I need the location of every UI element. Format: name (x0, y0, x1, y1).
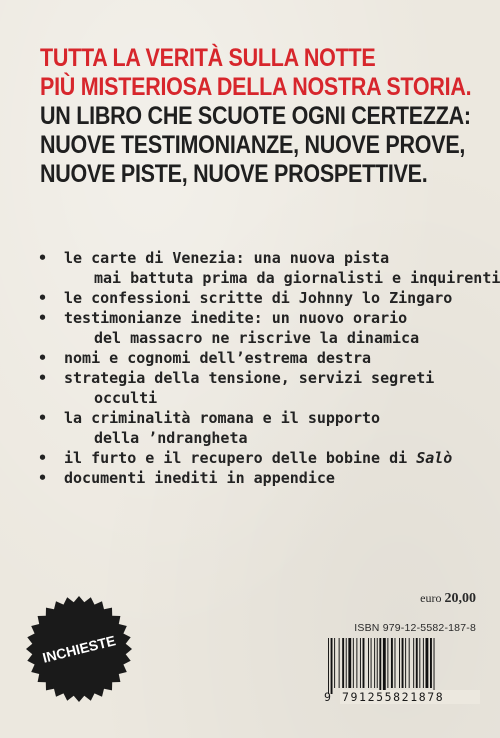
list-item (38, 308, 498, 348)
list-item (38, 408, 498, 448)
bullet-icon: • (38, 309, 48, 327)
bullet-icon: • (38, 249, 48, 267)
list-item-text: la criminalità romana e il supporto (64, 409, 381, 427)
headline-red-line-1: TUTTA LA VERITÀ SULLA NOTTE (40, 44, 376, 72)
barcode-bars-icon (326, 638, 478, 694)
series-badge (24, 594, 134, 704)
headline-dark-line-3: NUOVE PISTE, NUOVE PROSPETTIVE. (40, 160, 428, 188)
barcode-right-group: 821878 (393, 690, 445, 704)
price-value: 20,00 (444, 591, 476, 606)
bullet-icon: • (38, 409, 48, 427)
bullet-icon: • (38, 369, 48, 387)
list-item-text: le carte di Venezia: una nuova pista (64, 249, 390, 267)
price-currency: euro (420, 591, 442, 605)
list-item-text: del massacro ne riscrive la dinamica (94, 329, 420, 347)
list-item (38, 368, 498, 408)
film-title: Salò (416, 449, 453, 467)
bullet-icon: • (38, 349, 48, 367)
badge-seal-icon (24, 594, 134, 704)
headline-dark-line-2: NUOVE TESTIMONIANZE, NUOVE PROVE, (40, 131, 466, 159)
list-item-text: nomi e cognomi dell’estrema destra (64, 349, 372, 367)
barcode-left-group: 791255 (342, 690, 394, 704)
badge-label: INCHIESTE (40, 632, 118, 666)
isbn-label: ISBN 979-12-5582-187-8 (354, 622, 476, 634)
bullet-icon: • (38, 289, 48, 307)
headline-red-line-2: PIÙ MISTERIOSA DELLA NOSTRA STORIA. (40, 73, 472, 101)
bullet-icon: • (38, 449, 48, 467)
highlights-list (38, 248, 498, 488)
list-item-text: della ’ndrangheta (94, 429, 248, 447)
list-item (38, 288, 498, 308)
list-item-text: testimonianze inedite: un nuovo orario (64, 309, 408, 327)
list-item-text (64, 448, 498, 468)
barcode-groups (340, 690, 480, 704)
headline-block (40, 44, 487, 189)
list-item-text-start: il furto e il recupero delle bobine di (64, 449, 417, 467)
barcode-digits (326, 690, 478, 704)
list-item-text: documenti inediti in appendice (64, 469, 335, 487)
list-item (38, 248, 498, 288)
list-item-text: le confessioni scritte di Johnny lo Zingaro (64, 289, 453, 307)
list-item-text: mai battuta prima da giornalisti e inquirenti (94, 269, 500, 287)
headline-dark-line-1: UN LIBRO CHE SCUOTE OGNI CERTEZZA: (40, 102, 471, 130)
list-item-text: occulti (94, 389, 158, 407)
barcode-first-digit: 9 (324, 690, 331, 704)
list-item (38, 348, 498, 368)
list-item (38, 448, 498, 468)
list-item-text: strategia della tensione, servizi segreti (64, 369, 435, 387)
price (366, 591, 476, 607)
bullet-icon: • (38, 469, 48, 487)
list-item (38, 468, 498, 488)
